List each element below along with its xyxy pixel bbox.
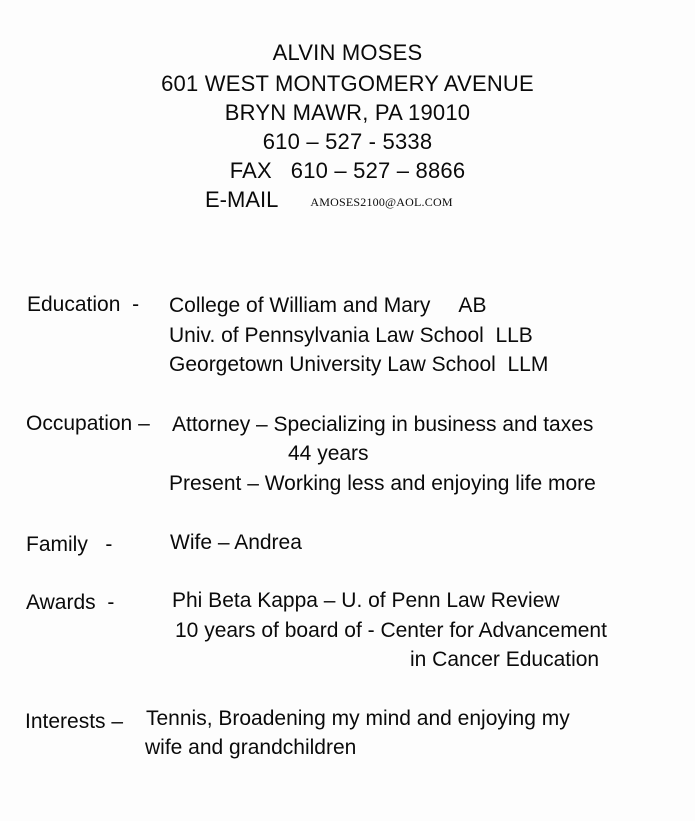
- education-item: College of William and Mary AB: [169, 294, 487, 317]
- awards-line: Phi Beta Kappa – U. of Penn Law Review: [172, 589, 560, 612]
- awards-line: in Cancer Education: [410, 648, 600, 671]
- education-item: Georgetown University Law School LLM: [169, 353, 549, 376]
- email-address: AMOSES2100@AOL.COM: [310, 195, 453, 209]
- street-address: 601 WEST MONTGOMERY AVENUE: [161, 71, 534, 96]
- awards-line: 10 years of board of - Center for Advancement: [175, 619, 607, 642]
- fax-number: FAX 610 – 527 – 8866: [229, 158, 466, 183]
- interests-line: wife and grandchildren: [145, 736, 357, 759]
- education-item: Univ. of Pennsylvania Law School LLB: [169, 324, 533, 347]
- education-label: Education -: [27, 293, 140, 316]
- occupation-years: 44 years: [288, 442, 369, 465]
- occupation-present: Present – Working less and enjoying life more: [169, 472, 596, 495]
- occupation-label: Occupation –: [26, 412, 150, 435]
- interests-line: Tennis, Broadening my mind and enjoying my: [146, 707, 570, 730]
- family-label: Family -: [26, 533, 113, 556]
- occupation-line: Attorney – Specializing in business and taxes: [172, 413, 594, 436]
- city-state-zip: BRYN MAWR, PA 19010: [224, 100, 471, 125]
- phone-number: 610 – 527 - 5338: [262, 129, 433, 154]
- email-row: [205, 187, 453, 213]
- family-value: Wife – Andrea: [170, 531, 302, 554]
- awards-label: Awards -: [26, 591, 115, 614]
- email-label: E-MAIL: [205, 187, 279, 212]
- interests-label: Interests –: [25, 710, 124, 733]
- name-heading: ALVIN MOSES: [272, 40, 423, 65]
